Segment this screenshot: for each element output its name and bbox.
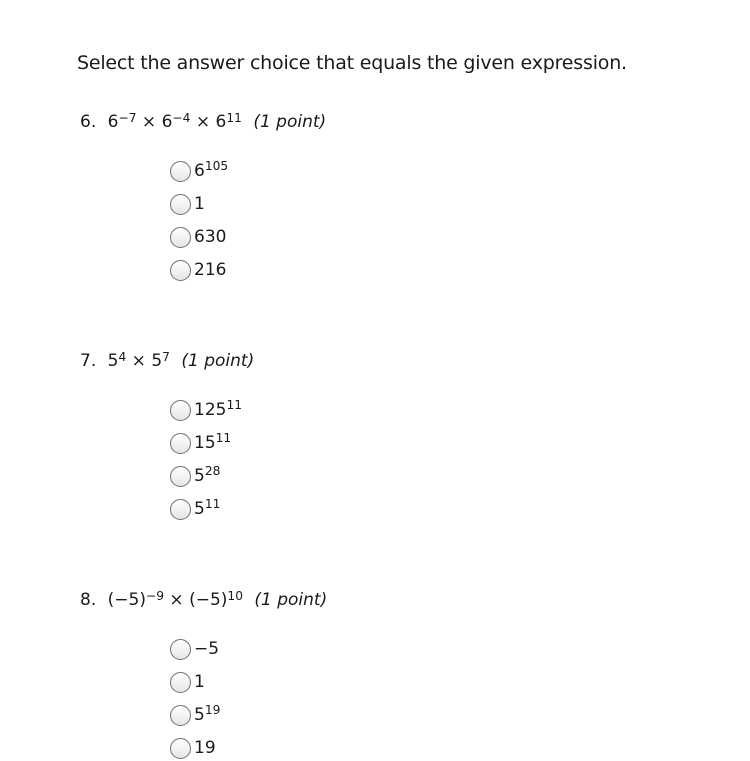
radio-button[interactable] [170,672,191,693]
points-label: (1 point) [254,590,328,610]
option-label: −5 [194,638,220,659]
radio-button[interactable] [170,639,191,660]
q6-option-b[interactable] [170,191,205,217]
question-6 [80,112,326,132]
radio-button[interactable] [170,738,191,759]
question-number: 6. [80,112,97,132]
expression: $(-5)^{-9} \times (-5)^{10}$ [107,588,243,610]
q7-option-b[interactable] [170,430,231,456]
option-label: 216 [194,259,227,280]
option-label: 1 [194,671,205,692]
instruction-text: Select the answer choice that equals the given expression. [77,52,627,74]
option-label: $15^{11}$ [194,431,232,453]
question-8 [80,590,327,610]
option-label: $5^{19}$ [194,703,221,725]
q8-option-c[interactable] [170,702,220,728]
option-label: 19 [194,737,216,758]
expression: $5^4 \times 5^7$ [107,349,170,371]
question-number: 8. [80,590,97,610]
question-7 [80,351,254,371]
q6-option-d[interactable] [170,257,226,283]
option-label: $5^{11}$ [194,497,221,519]
expression: $6^{-7} \times 6^{-4} \times 6^{11}$ [107,110,242,132]
radio-button[interactable] [170,260,191,281]
question-number: 7. [80,351,97,371]
radio-button[interactable] [170,400,191,421]
option-label: $5^{28}$ [194,464,221,486]
q7-option-c[interactable] [170,463,220,489]
q8-option-a[interactable] [170,636,219,662]
points-label: (1 point) [253,112,327,132]
radio-button[interactable] [170,161,191,182]
option-label: 630 [194,226,227,247]
points-label: (1 point) [181,351,255,371]
option-label: $125^{11}$ [194,398,243,420]
radio-button[interactable] [170,194,191,215]
q6-option-c[interactable] [170,224,226,250]
q7-option-d[interactable] [170,496,220,522]
radio-button[interactable] [170,705,191,726]
q8-option-b[interactable] [170,669,205,695]
radio-button[interactable] [170,499,191,520]
q8-option-d[interactable] [170,735,216,761]
q6-option-a[interactable] [170,158,228,184]
option-label: 1 [194,193,205,214]
radio-button[interactable] [170,227,191,248]
radio-button[interactable] [170,433,191,454]
radio-button[interactable] [170,466,191,487]
option-label: $6^{105}$ [194,159,229,181]
q7-option-a[interactable] [170,397,242,423]
